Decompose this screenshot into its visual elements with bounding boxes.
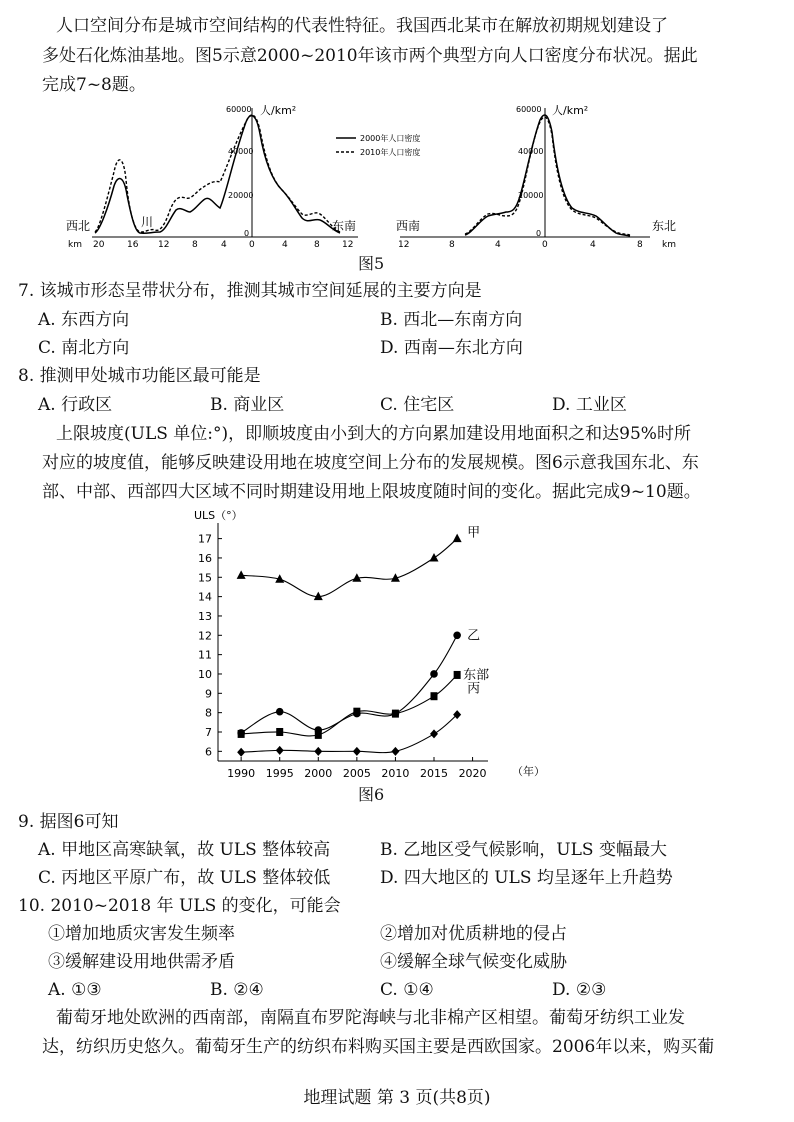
fig5-right-end-ne: 东北 [652,219,677,233]
q7-option-a[interactable]: A. 东西方向 [38,310,130,330]
fig5-right-panel [396,104,676,250]
fig5-left-ytick: 60000 [226,105,252,114]
fig5-left-xtick: 4 [221,240,227,250]
passage1-line3: 完成7~8题。 [42,75,146,95]
q10-item-4: ④缓解全球气候变化威胁 [380,952,567,972]
fig5-right-xtick: 4 [590,240,596,250]
y-tick-label: 15 [198,571,212,585]
data-point-甲 [453,534,462,543]
q10-option-a[interactable]: A. ①③ [48,980,102,1000]
data-point-丙 [276,746,284,755]
data-point-东部 [431,692,438,700]
fig5-right-unit: 人/km² [552,104,589,117]
fig5-right-xtick: 8 [637,240,643,250]
fig5-right-ytick: 60000 [516,105,542,114]
q7-option-d[interactable]: D. 西南—东北方向 [380,338,523,358]
q9-option-b[interactable]: B. 乙地区受气候影响，ULS 变幅最大 [380,840,667,860]
passage2-line1: 上限坡度(ULS 单位:°)，即顺坡度由小到大的方向累加建设用地面积之和达95%时所 [56,424,691,444]
q8-option-c[interactable]: C. 住宅区 [380,395,455,415]
fig5-legend-2010: 2010年人口密度 [360,148,421,157]
fig5-left-ytick: 40000 [228,147,254,156]
data-point-丙 [353,747,361,756]
series-line-东部 [241,675,457,736]
fig6-caption: 图6 [358,785,385,804]
data-point-东部 [353,708,360,716]
q7-option-b[interactable]: B. 西北—东南方向 [380,310,523,330]
q9-option-a[interactable]: A. 甲地区高寒缺氧，故 ULS 整体较高 [38,840,331,860]
fig5-left-xtick: 0 [249,240,255,250]
fig5-left-panel [66,104,358,250]
data-point-丙 [237,748,245,757]
fig5-right-xtick: 0 [542,240,548,250]
fig5-right-ytick: 40000 [518,147,544,156]
q8-option-a[interactable]: A. 行政区 [38,395,113,415]
data-point-乙 [276,708,284,716]
figure-5 [0,100,794,250]
data-point-东部 [454,671,461,679]
x-tick-label: 1990 [227,767,256,780]
q10-option-d[interactable]: D. ②③ [552,980,607,1000]
data-point-丙 [430,729,438,738]
data-point-东部 [238,730,245,738]
y-tick-label: 10 [198,667,212,681]
q10-item-1: ①增加地质灾害发生频率 [48,924,235,944]
y-tick-label: 17 [198,532,212,546]
passage3-line2: 达，纺织历史悠久。葡萄牙生产的纺织布料购买国主要是西欧国家。2006年以来，购买葡 [42,1037,715,1057]
passage1-line2: 多处石化炼油基地。图5示意2000~2010年该市两个典型方向人口密度分布状况。据此 [42,46,698,66]
data-point-丙 [391,747,399,756]
fig5-left-end-se: 东南 [332,219,357,233]
q10-option-b[interactable]: B. ②④ [210,980,264,1000]
passage3-line1: 葡萄牙地处欧洲的西南部，南隔直布罗陀海峡与北非棉产区相望。葡萄牙纺织工业发 [56,1008,685,1028]
fig5-left-xtick: 12 [342,240,354,250]
fig5-right-km: km [662,240,676,250]
passage2-line3: 部、中部、西部四大区域不同时期建设用地上限坡度随时间的变化。据此完成9~10题。 [42,482,701,502]
y-axis-label: ULS（°） [194,509,243,522]
data-point-乙 [453,631,461,639]
y-tick-label: 8 [205,706,212,720]
passage1-line1: 人口空间分布是城市空间结构的代表性特征。我国西北某市在解放初期规划建设了 [56,16,668,36]
x-tick-label: 2020 [458,767,487,780]
y-tick-label: 11 [198,648,212,662]
series-label-东部: 东部 [463,667,490,683]
fig5-right-ytick: 0 [536,229,542,238]
fig5-left-xtick: 20 [93,240,105,250]
series-label-乙: 乙 [467,628,481,644]
data-point-东部 [315,731,322,739]
q10-item-3: ③缓解建设用地供需矛盾 [48,952,235,972]
passage2-line2: 对应的坡度值，能够反映建设用地在坡度空间上分布的发展规模。图6示意我国东北、东 [42,453,699,473]
y-tick-label: 9 [205,687,212,701]
fig5-left-xtick: 4 [282,240,288,250]
data-point-东部 [276,728,283,736]
series-line-甲 [241,539,457,597]
y-tick-label: 12 [198,629,212,643]
data-point-甲 [430,553,439,562]
q8-option-d[interactable]: D. 工业区 [552,395,627,415]
q7-option-c[interactable]: C. 南北方向 [38,338,130,358]
q9-stem: 9. 据图6可知 [18,812,119,832]
x-tick-label: 2010 [381,767,410,780]
fig5-right-end-sw: 西南 [396,219,421,233]
series-label-丙: 丙 [467,681,481,697]
data-point-乙 [430,670,438,678]
q8-option-b[interactable]: B. 商业区 [210,395,285,415]
y-tick-label: 14 [198,590,212,604]
series-line-乙 [241,635,457,733]
q10-item-2: ②增加对优质耕地的侵占 [380,924,567,944]
fig5-left-xtick: 8 [192,240,198,250]
fig5-right-xtick: 4 [495,240,501,250]
q9-option-d[interactable]: D. 四大地区的 ULS 均呈逐年上升趋势 [380,868,673,888]
q10-option-c[interactable]: C. ①④ [380,980,434,1000]
data-point-丙 [314,747,322,756]
figure-6-chart [190,505,550,785]
x-tick-label: 1995 [265,767,294,780]
fig5-right-xtick: 12 [398,240,410,250]
x-tick-label: 2015 [420,767,448,780]
page-footer: 地理试题 第 3 页(共8页) [303,1088,491,1108]
y-tick-label: 6 [205,745,212,759]
fig5-left-ytick: 20000 [228,191,254,200]
fig5-left-end-nw: 西北 [66,219,91,233]
fig5-right-ytick: 20000 [518,191,544,200]
fig5-left-unit: 人/km² [260,104,297,117]
x-tick-label: 2000 [304,767,333,780]
y-tick-label: 13 [198,609,212,623]
data-point-东部 [392,710,399,718]
x-axis-label: （年） [512,765,545,778]
series-label-甲: 甲 [467,525,481,541]
q10-stem: 10. 2010~2018 年 ULS 的变化，可能会 [18,896,341,916]
fig5-legend [336,133,420,157]
q8-stem: 8. 推测甲处城市功能区最可能是 [18,366,261,386]
fig5-left-mark: 川 [141,215,154,229]
fig5-right-xtick: 8 [449,240,455,250]
data-point-甲 [237,570,246,579]
fig5-left-xtick: 8 [314,240,320,250]
fig5-legend-2000: 2000年人口密度 [360,134,421,143]
y-tick-label: 7 [205,725,212,739]
fig5-left-xtick: 16 [127,240,139,250]
q7-stem: 7. 该城市形态呈带状分布，推测其城市空间延展的主要方向是 [18,281,482,301]
x-tick-label: 2005 [342,767,371,780]
fig5-caption: 图5 [358,254,385,273]
series-line-丙 [241,715,457,753]
y-tick-label: 16 [198,551,212,565]
fig5-left-km: km [68,240,82,250]
fig5-left-ytick: 0 [244,229,250,238]
q9-option-c[interactable]: C. 丙地区平原广布，故 ULS 整体较低 [38,868,331,888]
fig5-left-xtick: 12 [158,240,170,250]
